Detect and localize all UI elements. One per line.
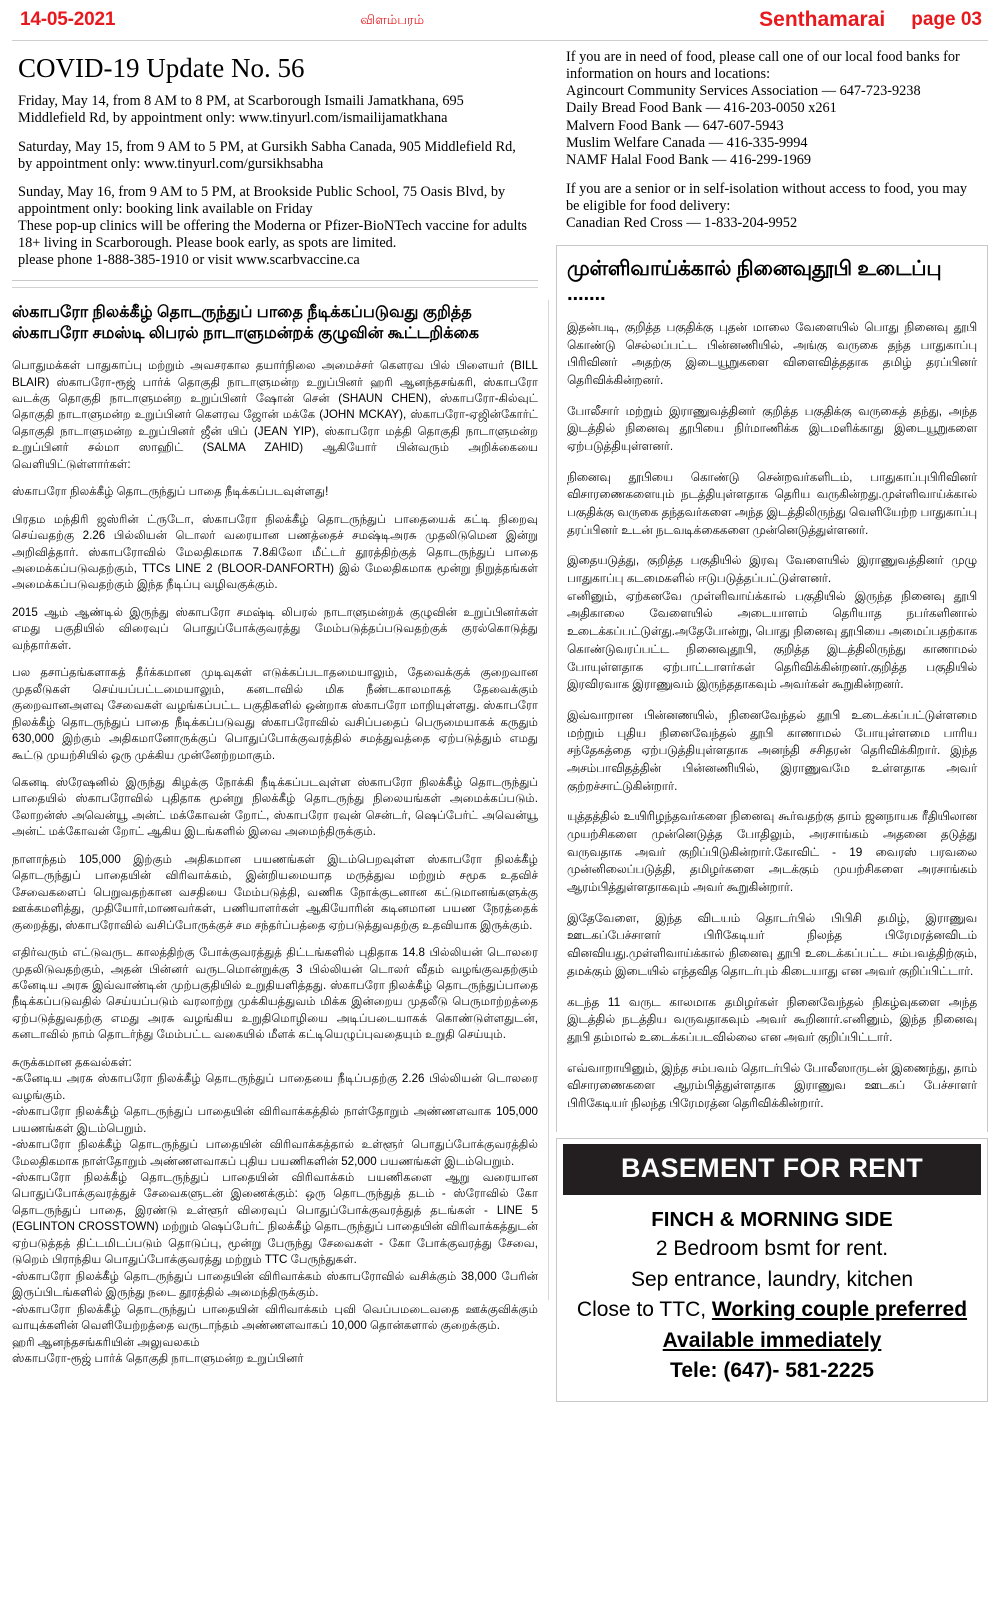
food-bank-item: Daily Bread Food Bank — 416-203-0050 x261 [566,100,837,117]
left-article-fact-3: -ஸ்காபரோ நிலக்கீழ் தொடருந்துப் பாதையின் விரிவாக்கத்தால் உள்ளூர் பொதுப்போக்குவரத்தில் மேலதிகமாக நாள்தோறும் அண்ணளவாகப் புதிய பயணிகளின் 52,000 பயணங்கள் இடம்பெறும். [12,1138,538,1168]
ad-transit-and-preference [557,1295,987,1325]
masthead-page-number: page 03 [911,9,982,30]
column-divider [548,300,549,1300]
food-bank-item: Malvern Food Bank — 647-607-5943 [566,117,784,134]
left-section-divider [12,287,538,288]
ad-details [557,1195,987,1387]
left-article-signature-office: ஹரி ஆனந்தசங்கரியின் அலுவலகம் [12,1335,200,1349]
left-article-paragraph-6: கெனடி ஸ்ரேஷனில் இருந்து கிழக்கு நோக்கி நீடிக்கப்படவுள்ள ஸ்காபரோ நிலக்கீழ் தொடருந்துப் பாதையில் ஸ்காபரோவில் புதிதாக மூன்று நிலக்கீழ் தொடருந்து நிலையங்கள் அமைக்கப்படும். லோறன்ஸ் அவென்யூ அன்ட் மக்கோவன் றோட், ஸ்காபரோ ரவுன் சென்டர், ஷெப்பேர்ட் அவென்யூ அன்ட் மக்கோவன் றோட் ஆகிய இடங்களில் இவை அமைந்திருக்கும். [12,776,538,839]
left-article-paragraph-3: பிரதம மந்திரி ஜஸ்ரின் ட்ருடோ, ஸ்காபரோ நிலக்கீழ் தொடருந்துப் பாதையைக் கட்டி நிறைவு செய்வதற்கு 2.26 பில்லியன் டொலர் வரையான பணத்தைச் சமஷ்டிஅரசு முதலிடுமென இன்று அறிவித்தார். ஸ்காபரோவில் மேலதிகமாக 7.8கிலோ மீட்டர் தூரத்திற்குத் தொடருந்துப் பாதை அமைக்கப்படுவதற்கும், TTCs LINE 2 (BLOOR-DANFORTH) இல் மேலதிகமாக மூன்று நிறுத்தங்கள் அமைக்கப்படுவதற்கும் இந்த நீடிப்பு வழிவகுக்கும். [12,512,538,592]
covid-update-title: COVID-19 Update No. 56 [18,53,305,83]
covid-vaccine-note: These pop-up clinics will be offering the Moderna or Pfizer-BioNTech vaccine for adults 18+ living in Scarborough. Please book early, as spots are limited. [18,218,527,252]
right-article-paragraph-6: இவ்வாறான பின்னணயில், நினைவேந்தல் தூபி உடைக்கப்பட்டுள்ளமை மற்றும் புதிய நினைவேந்தல் தூபி காணாமல் போயுள்ளமை பாரிய சந்தேகத்தை ஏற்படுத்தியுள்ளதாக அனந்தி சசிதரன் தெரிவிக்கிறார். இந்த அசம்பாவிதத்தின் பின்னணியில், இராணுவமே உள்ளதாக அவர் குற்றச்சாட்டுகின்றார். [567,707,977,793]
left-article-paragraph-1: பொதுமக்கள் பாதுகாப்பு மற்றும் அவசரகால தயார்நிலை அமைச்சர் கௌரவ பில் பிளையர் (BILL BLAIR) ஸ்காபரோ-ரூஜ் பார்க் தொகுதி நாடாளுமன்ற உறுப்பினர் ஹரி ஆனந்தசங்கரி, ஸ்காபரோ வடக்கு தொகுதி நாடாளுமன்ற உறுப்பினர் ஷோன் சென் (SHAUN CHEN), ஸ்காபரோ-கில்வுட் தொகுதி நாடாளுமன்ற உறுப்பினர் கௌரவ ஜோன் மக்கே (JOHN MCKAY), ஸ்காபரோ-ஏஜின்கோர்ட் தொகுதி நாடாளுமன்ற உறுப்பினர் ஜீன் யிப் (JEAN YIP), ஸ்காபரோ மத்தி தொகுதி நாடாளுமன்ற உறுப்பினர் சல்மா ஸாஹிட் (SALMA ZAHID) ஆகியோர் பின்வரும் அறிக்கையை வெளியிட்டுள்ளார்கள்: [12,359,538,471]
food-bank-item: NAMF Halal Food Bank — 416-299-1969 [566,151,812,168]
right-article-headline: முள்ளிவாய்க்கால் நினைவுதூபி உடைப்பு ....... [567,256,942,306]
covid-update-box [12,47,538,281]
left-article-paragraph-5: பல தசாப்தங்களாகத் தீர்க்கமான முடிவுகள் எடுக்கப்படாதமையாலும், தேவைக்குக் குறைவான முதலீடுகள் செய்யப்பட்டமையாலும், கனடாவில் மிக நீண்டகாலமாகத் தேவைக்கும் குறைவானஅளவு சேவைகள் வழங்கப்பட்ட பகுதிகளில் ஒன்றாக ஸ்காபரோ மாறியுள்ளது. ஸ்காபரோ நிலக்கீழ் தொடருந்துப் பாதை நீடிக்கப்படுவது ஸ்காபரோவில் வசிப்பதைப் பெருமையாகக் கருதும் 630,000 இற்கும் அதிகமானோருக்குப் பொதுப்போக்குவரத்தில் சமத்துவத்தை ஏற்படுத்தும் எமது கூட்டு முயற்சியில் ஒரு முக்கிய முன்னேற்றமாகும். [12,666,538,762]
left-column [0,41,548,1594]
right-article-paragraph-9: கடந்த 11 வருட காலமாக தமிழர்கள் நினைவேந்தல் நிகழ்வுகளை அந்த இடத்தில் நடத்திய வருவதாகவும் அவர் கூறினார்.எனினும், இந்த நினைவு தூபி தம்மால் உடைக்கப்படவில்லை என அவர் குறிப்பிட்டார். [567,994,977,1044]
ad-transit-text: Close to TTC, [576,1298,712,1322]
food-bank-item: Muslim Welfare Canada — 416-335-9994 [566,134,808,151]
left-article-headline-line2: ஸ்காபரோ சமஸ்டி லிபரல் நாடாளுமன்றக் குழுவின் கூட்டறிக்கை [12,324,480,343]
left-article-paragraph-2: ஸ்காபரோ நிலக்கீழ் தொடருந்துப் பாதை நீடிக்கப்படவுள்ளது! [12,485,329,499]
food-senior-intro: If you are a senior or in self-isolation without access to food, you may be eligible for food delivery: [566,181,968,215]
ad-location: FINCH & MORNING SIDE [651,1207,893,1231]
food-bank-intro: If you are in need of food, please call one of our local food banks for information on hours and locations: [566,49,960,83]
left-article-facts-title: சுருக்கமான தகவல்கள்: [12,1055,132,1069]
covid-clinic-saturday: Saturday, May 15, from 9 AM to 5 PM, at Gursikh Sabha Canada, 905 Middlefield Rd, by appointment only: www.tinyurl.com/gursikhsabha [18,138,516,172]
food-bank-item: Agincourt Community Services Association — 647-723-9238 [566,83,921,100]
food-bank-list [566,83,984,169]
right-article-paragraph-10: எவ்வாறாயினும், இந்த சம்பவம் தொடர்பில் போலீஸாருடன் இணைந்து, தாம் விசாரணைகளை ஆரம்பித்துள்ளதாக இராணுவ ஊடகப் பேச்சாளர் பிரிகேடியர் நிலந்த பிரேமரத்ன தெரிவிக்கின்றார். [567,1060,977,1110]
ad-features: Sep entrance, laundry, kitchen [630,1267,914,1291]
right-article-paragraph-4: இதையடுத்து, குறித்த பகுதியில் இரவு வேளையில் இராணுவத்தினர் முழு பாதுகாப்பு கடமைகளில் ஈடுபடுத்தப்பட்டுள்ளனர். [567,553,977,586]
ad-phone: Tele: (647)- 581-2225 [670,1359,874,1383]
left-article-fact-4: -ஸ்காபரோ நிலக்கீழ் தொடருந்துப் பாதையின் விரிவாக்கம் பயணிகளை ஆறு வரையான பொதுப்போக்குவரத்துச் சேவைகளுடன் இணைக்கும்: ஒரு தொடருந்துத் தடம் - ஸ்ரோவில் கோ தொடருந்துப் பாதை, இரண்டு உள்ளூர் விரைவுப் பொதுப்போக்குவரத்துத் தடங்கள் - LINE 5 (EGLINTON CROSSTOWN) மற்றும் ஷெப்பேர்ட் நிலக்கீழ் தொடருந்துப் பாதையின் விரிவாக்கத்துடன் ஏற்படுத்தத் திட்டமிடப்படும் தொடுப்பு, மூன்று பேருந்து சேவைகள் - கோ போக்குவரத்து சேவை, டுறெம் பிராந்திய பொதுப்போக்குவரத்து மற்றும் TTC பேருந்துகள். [12,1170,538,1267]
left-article-paragraph-4: 2015 ஆம் ஆண்டில் இருந்து ஸ்காபரோ சமஷ்டி லிபரல் நாடாளுமன்றக் குழுவின் உறுப்பினர்கள் எமது பகுதியில் விரைவுப் பொதுப்போக்குவரத்து மேம்படுத்தப்படுவதற்குக் குரல்கொடுத்து வந்தார்கள். [12,605,538,652]
masthead-center-label: விளம்பரம் [360,11,425,27]
right-column [548,41,1000,1594]
ad-unit-description: 2 Bedroom bsmt for rent. [655,1237,889,1261]
covid-phone-note: please phone 1-888-385-1910 or visit www.scarbvaccine.ca [18,252,360,269]
left-article-fact-2: -ஸ்காபரோ நிலக்கீழ் தொடருந்துப் பாதையின் விரிவாக்கத்தில் நாள்தோறும் அண்ணளவாக 105,000 பயணங்கள் இடம்பெறும். [12,1105,538,1135]
right-article-paragraph-1: இதன்படி, குறித்த பகுதிக்கு புதன் மாலை வேளையில் பொது நினைவு தூபி கொண்டு செல்லப்பட்ட பின்னணியில், அங்கு வருகை தந்த பாதுகாப்பு பிரிவினர் அதற்கு இடையூறுகளை விளைவித்ததாக தமிழ் தரப்பினர் தெரிவிக்கின்றனர். [567,319,977,387]
left-article-paragraph-8: எதிர்வரும் எட்டுவருட காலத்திற்கு போக்குவரத்துத் திட்டங்களில் புதிதாக 14.8 பில்லியன் டொலரை முதலிடுவதற்கும், அதன் பின்னர் வருடமொன்றுக்கு 3 பில்லியன் டொலர் வீதம் வழங்குவதற்கும் கனேடிய அரசு இவ்வாண்டின் முற்பகுதியில் உறுதியளித்தது. ஸ்காபரோ நிலக்கீழ் தொடருந்துப்பாதை நீடிக்கப்படுவதில் செய்யப்படும் வரலாற்று முக்கியத்துவம் மிக்க இன்றைய முதலீடு பெருமாற்றத்தை ஏற்படுத்துவதற்கு எமது அரசு வழங்கிய உறுதிமொழியை அடிப்படையாகக் கொண்டுள்ளதுடன், கனடாவில் நாம் தொடர்ந்து மேம்பட்ட வகையில் மீளக் கட்டியெழுப்புவதையும் உறுதி செய்யும். [12,946,538,1042]
right-article-card [556,245,988,1132]
right-article-paragraph-2: போலீசார் மற்றும் இராணுவத்தினர் குறித்த பகுதிக்கு வருகைத் தந்து, அந்த இடத்தில் நினைவு தூபியை நிர்மாணிக்க இடமளிக்காது இடையூறுகளை ஏற்படுத்தியுள்ளனர். [567,403,977,453]
left-article-fact-6: -ஸ்காபரோ நிலக்கீழ் தொடருந்துப் பாதையின் விரிவாக்கம் புவி வெப்பமடைவதை ஊக்குவிக்கும் வாயுக்களின் வெளியேற்றத்தை வருடாந்தம் அண்ணளவாகப் 10,000 தொன்களால் குறைக்கும். [12,1302,538,1333]
masthead-date: 14-05-2021 [20,9,116,30]
right-article-body [567,319,977,1113]
right-article-paragraph-7: யுத்தத்தில் உயிரிழந்தவர்களை நினைவு கூர்வதற்கு தாம் ஜனநாயக ரீதியிலான முயற்சிகளை முன்னெடுத்த போதிலும், அரசாங்கம் அதனை தடுத்து வருவதாக அவர் குறிப்பிடுகின்றார்.கோவிட் - 19 வைரஸ் பரவலை முன்னிலைப்படுத்தி, தமிழர்களை அடக்கும் முயற்சிகளை அரசாங்கம் ஆரம்பித்துள்ளதாகவும் அவர் கூறுகின்றார். [567,809,977,895]
left-article-body [12,358,538,1367]
page-body [0,41,1000,1594]
covid-clinic-friday: Friday, May 14, from 8 AM to 8 PM, at Scarborough Ismaili Jamatkhana, 695 Middlefield Rd, by appointment only: www.tinyurl.com/ismailijamatkhana [18,93,464,127]
ad-availability: Available immediately [662,1328,882,1352]
left-article-paragraph-7: நாளாந்தம் 105,000 இற்கும் அதிகமான பயணங்கள் இடம்பெறவுள்ள ஸ்காபரோ நிலக்கீழ் தொடருந்துப் பாதையின் விரிவாக்கம், இன்றியமையாத மருத்துவ மற்றும் சமூக உதவிச் சேவைகளைப் பெறுவதற்கான வசதியை மேம்படுத்தி, வணிக நோக்குடனான கட்டுமானங்களுக்கு ஊக்கமளித்து, முதியோர்,மாணவர்கள், பணியாளர்கள் ஆகியோரின் கடினமான பயண நேரத்தைக் குறைத்து, ஸ்காபரோவில் வசிப்போருக்குச் சம சந்தர்ப்பத்தை ஏற்படுத்துவதற்கு உதவியாக இருக்கும். [12,852,538,932]
right-article-paragraph-3: நினைவு தூபியை கொண்டு சென்றவர்களிடம், பாதுகாப்புபிரிவினர் விசாரணைகளையும் நடத்தியுள்ளதாக தெரிய வருகின்றது.முள்ளிவாய்க்கால் பகுதிக்கு வருகை தந்தவர்களை அந்த இடத்திலிருந்து வெளியேற்ற பாதுகாப்பு தரப்பினர் உடன் நடவடிக்கைகளை முன்னெடுத்துள்ளனர். [567,469,977,537]
ad-banner-title: BASEMENT FOR RENT [563,1144,981,1195]
covid-clinic-sunday: Sunday, May 16, from 9 AM to 5 PM, at Brookside Public School, 75 Oasis Blvd, by appointment only: booking link available on Friday [18,183,506,218]
right-article-paragraph-8: இதேவேளை, இந்த விடயம் தொடர்பில் பிபிசி தமிழ், இராணுவ ஊடகப்பேச்சாளர் பிரிகேடியர் நிலந்த பிரேமரத்னவிடம் வினவியது.முள்ளிவாய்க்கால் நினைவு தூபி உடைக்கப்பட்ட சம்பவத்திற்கும், தமக்கும் இடையில் எந்தவித தொடர்பும் கிடையாது என அவர் குறிப்பிட்டார். [567,910,977,978]
left-article-signature-mp: ஸ்காபரோ-ரூஜ் பார்க் தொகுதி நாடாளுமன்ற உறுப்பினர் [12,1351,304,1365]
basement-rent-ad[interactable] [556,1138,988,1402]
food-senior-contact: Canadian Red Cross — 1-833-204-9952 [566,215,798,232]
left-article-fact-5: -ஸ்காபரோ நிலக்கீழ் தொடருந்துப் பாதையின் விரிவாக்கம் ஸ்காபரோவில் வசிக்கும் 38,000 பேரின் இருப்பிடங்களில் இருந்து நடை தூரத்தில் அமைந்திருக்கும். [12,1269,538,1300]
masthead [0,0,1000,40]
right-article-paragraph-5: எனினும், ஏற்கனவே முள்ளிவாய்க்கால் பகுதியில் இருந்த நினைவு தூபி அதிகாலை வேளையில் அடையாளம் தெரியாத நபர்களினால் உடைக்கப்பட்டுள்து.அதேபோன்று, பொது நினைவு தூபியை அமைப்பதற்காக கொண்டுவரப்பட்ட நினைவுதூபி, குறித்த இடத்திலிருந்து காணாமல் போயுள்ளதாக ஏற்பாட்டாளர்கள் தெரிவிக்கின்றனர்.குறித்த பகுதியில் இரவிரவாக இராணுவம் இருந்ததாகவும் அவர்கள் கூறுகின்றனர். [567,588,977,692]
ad-preference-text: Working couple preferred [711,1298,968,1322]
left-article-headline [12,302,538,345]
masthead-publication-title: Senthamarai [759,8,886,31]
left-article-headline-line1: ஸ்காபரோ நிலக்கீழ் தொடருந்துப் பாதை நீடிக்கப்படுவது குறித்த [12,302,472,321]
left-article-fact-1: -கனேடிய அரசு ஸ்காபரோ நிலக்கீழ் தொடருந்துப் பாதையை நீடிப்பதற்கு 2.26 பில்லியன் டொலரை வழங்கும். [12,1072,538,1102]
food-bank-block [556,47,988,241]
